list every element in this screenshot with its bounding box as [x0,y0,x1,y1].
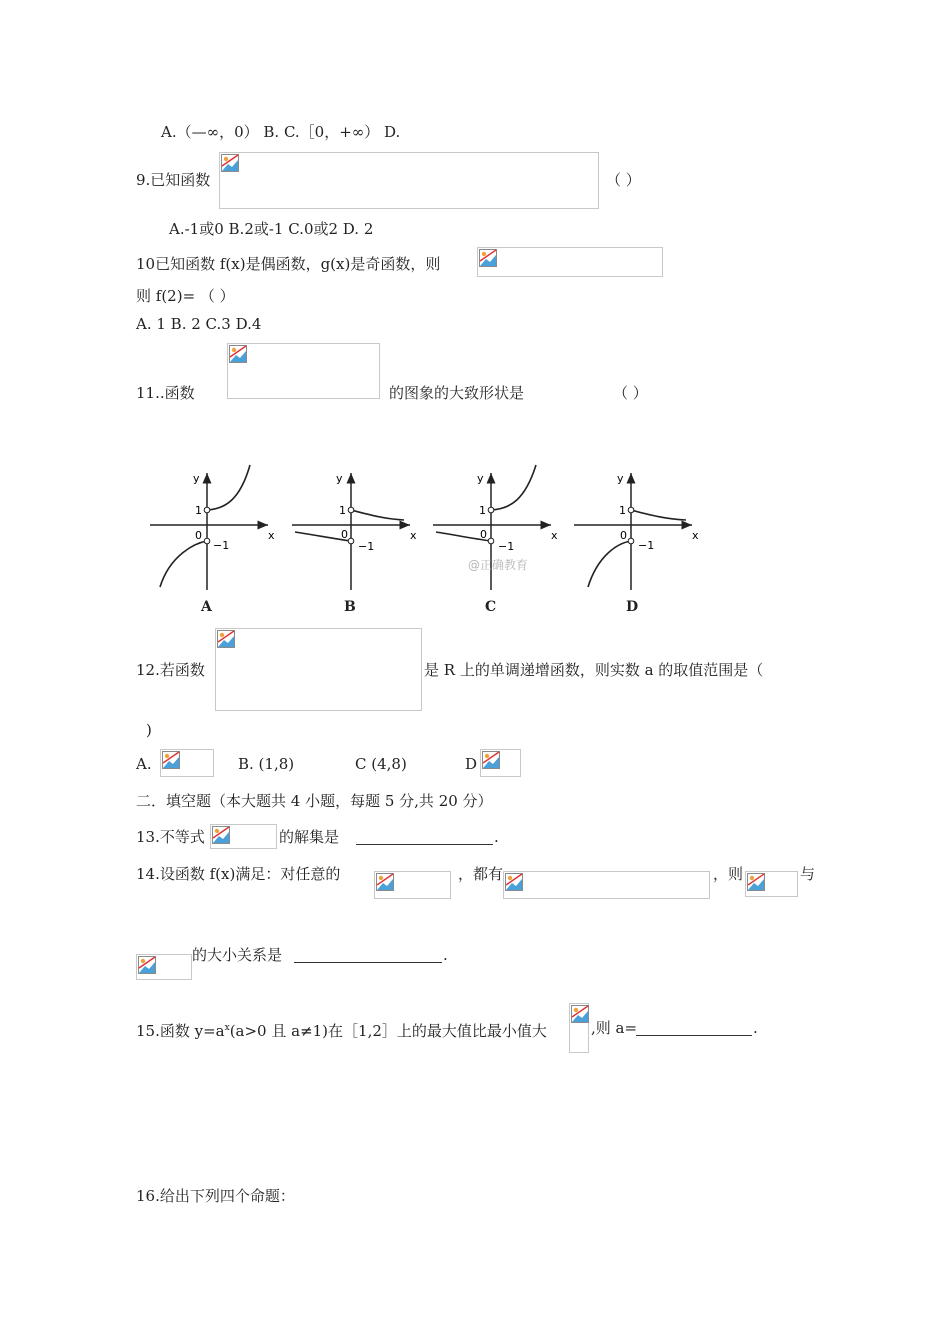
q14-mid: ，都有 [458,865,504,883]
tick-minus-one: −1 [498,540,515,553]
watermark: @正确教育 [468,558,529,572]
q15-text-a: 15.函数 y=a [136,1022,225,1040]
tick-minus-one: −1 [358,540,375,553]
q15-text-b: (a>0 且 a≠1)在［1,2］上的最大值比最小值大 [229,1022,547,1040]
q12-option-c: C (4,8) [355,755,407,773]
axis-x-label: x [692,529,699,542]
q12-option-b: B. (1,8) [238,755,295,773]
q16-stem: 16.给出下列四个命题： [136,1187,295,1205]
q14-answer-blank[interactable] [294,946,442,963]
q15-formula-image [569,1003,589,1053]
broken-image-icon [138,956,156,974]
axis-x-label: x [410,529,417,542]
q11-suffix: 的图象的大致形状是 [389,384,525,402]
axis-y-label: y [477,472,484,485]
q11-paren: （ ） [613,384,648,402]
tick-one: 1 [479,504,486,517]
q14-and: 与 [800,865,816,883]
q14-formula-image-4 [136,954,192,980]
q13-answer-blank[interactable] [356,828,493,845]
tick-zero: 0 [480,528,487,541]
q10-formula-image [477,247,663,277]
q11-formula-image [227,343,380,399]
q10-stem: 10已知函数 f(x)是偶函数，g(x)是奇函数，则 [136,255,441,273]
graph-b [292,472,417,590]
q15-then: ,则 a= [591,1019,638,1037]
axis-x-label: x [268,529,275,542]
q9-options: A.-1或0 B.2或-1 C.0或2 D. 2 [169,220,374,238]
axis-y-label: y [193,472,200,485]
broken-image-icon [747,873,765,891]
q9-stem: 9.已知函数 [136,171,211,189]
q10-options: A. 1 B. 2 C.3 D.4 [136,315,262,333]
tick-minus-one: −1 [638,539,655,552]
q10-line2: 则 f(2)= （ ） [136,287,235,305]
broken-image-icon [571,1005,589,1023]
q8-options: A.（—∞，0） B. C.［0，+∞） D. [161,123,401,141]
axis-x-label: x [551,529,558,542]
q14-formula-image-2 [503,871,710,899]
q12-option-a: A. [136,755,152,773]
q15-period: . [753,1019,758,1037]
broken-image-icon [479,249,497,267]
q12-formula-image [215,628,422,711]
q14-line2: 的大小关系是 [192,946,283,964]
q9-formula-image [219,152,599,209]
q13-period: . [494,828,499,846]
q14-then: ，则 [713,865,744,883]
tick-minus-one: −1 [213,539,230,552]
graph-label-c: C [485,599,497,615]
q12-suffix: 是 R 上的单调递增函数，则实数 a 的取值范围是（ [424,661,764,679]
tick-zero: 0 [195,529,202,542]
tick-one: 1 [195,504,202,517]
graph-label-a: A [201,599,212,615]
broken-image-icon [482,751,500,769]
axis-y-label: y [617,472,624,485]
q13-suffix: 的解集是 [279,828,340,846]
axis-y-label: y [336,472,343,485]
q12-stem: 12.若函数 [136,661,205,679]
broken-image-icon [229,345,247,363]
q14-formula-image-3 [745,871,798,897]
graph-label-b: B [344,599,356,615]
q12-option-d-image [480,749,521,777]
broken-image-icon [162,751,180,769]
broken-image-icon [217,630,235,648]
broken-image-icon [376,873,394,891]
tick-zero: 0 [341,528,348,541]
q12-option-d: D [465,755,478,773]
broken-image-icon [221,154,239,172]
q15-answer-blank[interactable] [636,1019,752,1036]
graph-d [574,472,699,590]
graph-a [150,465,275,590]
q12-close-paren: ) [146,721,152,739]
q14-period: . [443,946,448,964]
graph-options-figure [140,455,710,595]
tick-zero: 0 [620,529,627,542]
broken-image-icon [505,873,523,891]
q13-formula-image [210,824,277,849]
q15-superscript: x [224,1023,230,1033]
graph-label-d: D [626,599,639,615]
q14-formula-image-1 [374,871,451,899]
tick-one: 1 [339,504,346,517]
q11-prefix: 11..函数 [136,384,195,402]
q12-option-a-image [160,749,214,777]
section-heading-fill-in: 二．填空题（本大题共 4 小题，每题 5 分,共 20 分） [136,792,493,810]
broken-image-icon [212,826,230,844]
q15-stem [136,1018,547,1041]
tick-one: 1 [619,504,626,517]
q14-prefix: 14.设函数 f(x)满足：对任意的 [136,865,341,883]
q9-answer-paren: （ ） [606,171,641,189]
q13-prefix: 13.不等式 [136,828,205,846]
